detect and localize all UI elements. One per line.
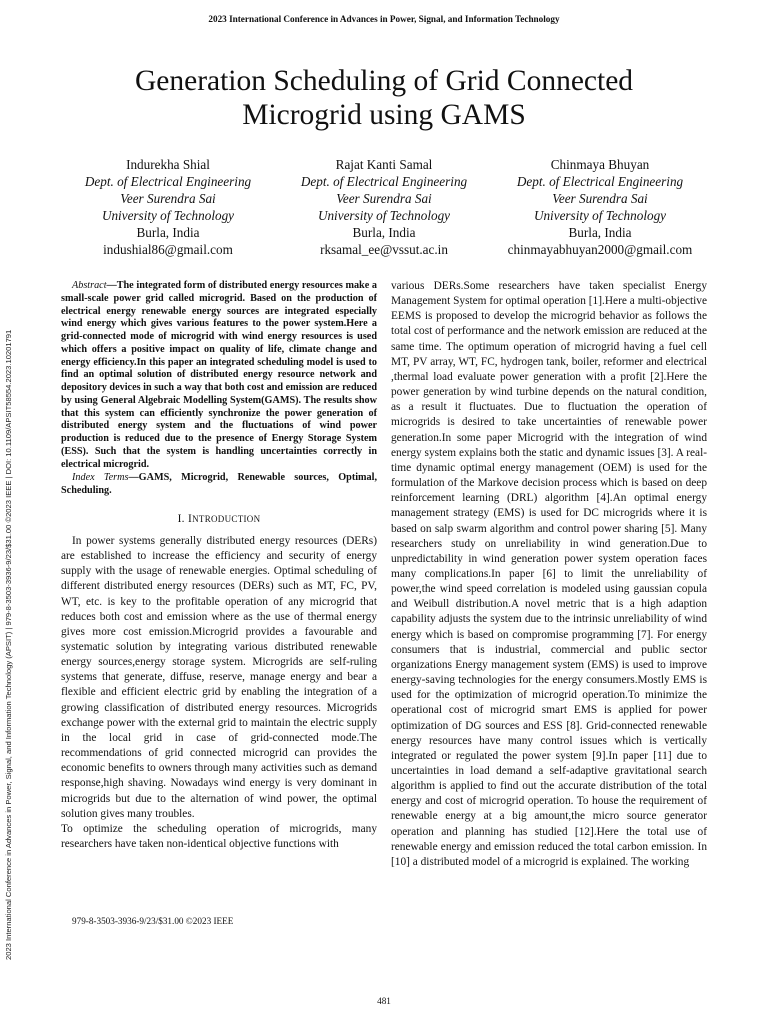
copyright-footnote: 979-8-3503-3936-9/23/$31.00 ©2023 IEEE [72,916,234,926]
intro-paragraph-1: In power systems generally distributed energy resources (DERs) are established to increase the efficiency and security of energy supply with the usage of renewable energies. Optimal scheduling of different distributed energy resources (DERs) such as MT, FC, PV, WT, etc. is key to the profitable operation of any microgrid that reduces both cost and emission where as the use of thermal energy gives more cost emission.Microgrid provides a favourable and systematic solution by integrating various distributed renewable energy sources,energy storage system. Microgrids are self-ruling systems that generate, diffuse, reserve, manage energy and bear a flexible and efficient electric grid by enabling the integration of a growing classification of distributed energy resources. Microgrids exchange power with the external grid to maintain the electric supply in the local grid in case of grid-connected mode.The recommendations of grid connected microgrid can provides the economic benefits to owners through many activities such as demand response,high shaving. Nowadays wind energy is very dominant in microgrids but due to the alternation of wind power, the optimal solution gives many troubles. [61,534,377,820]
index-terms-text: —GAMS, Microgrid, Renewable sources, Optimal, Scheduling. [61,472,377,496]
author-email: rksamal_ee@vssut.ac.in [320,242,448,257]
author-name: Rajat Kanti Samal [335,157,433,172]
author-dept: Dept. of Electrical Engineering [84,174,252,189]
index-terms [61,472,377,498]
index-terms-lead: Index Terms [72,472,129,484]
author-institution: Veer Surendra Sai [336,191,432,206]
abstract-lead: Abstract [72,280,107,291]
right-column [391,279,707,870]
author-name: Indurekha Shial [126,157,210,172]
author-name: Chinmaya Bhuyan [550,157,650,172]
section-heading [61,512,377,527]
paper-title [84,64,684,132]
author-email: indushial86@gmail.com [103,242,233,257]
author-university: University of Technology [317,208,451,223]
author-institution: Veer Surendra Sai [552,191,648,206]
conference-header: 2023 International Conference in Advances in Power, Signal, and Information Technology [208,14,560,24]
author-university: University of Technology [533,208,667,223]
author-block [62,156,706,258]
section-first-letter: I [188,512,193,525]
author-city: Burla, India [136,225,200,240]
author-city: Burla, India [352,225,416,240]
author-institution: Veer Surendra Sai [120,191,216,206]
section-number: I. [177,512,185,525]
author-1 [62,156,274,258]
author-university: University of Technology [101,208,235,223]
right-column-paragraph: various DERs.Some researchers have taken specialist Energy Management System for optimal operation [1].Here a multi-objective EEMS is proposed to develop the microgrid behavior as follows the total cost of performance and the network emission are reduced at the same time. The optimum operation of microgrid having a fuel cell MT, PV array, WT, FC, hydrogen tank, boiler, reformer and electrical ,thermal load evaluate power generation with a profit [2].Here the power generation by wind turbine depends on the natural condition, as a result it fluctuates. Due to fluctuation the operation of microgrids is desired to take uncertainties of renewable power generation.In some paper Microgrid with the integration of wind energy system explains both the static and dynamic issues [3]. A real-time dynamic optimal energy management (OEM) is used for the formulation of the Markove decision process which is based on deep reinforcement learning (DRL) algorithm [4].An optimal energy management strategy (EMS) is used for DC microgrids where it is based on salp swarm algorithm and control power sharing [5]. Many researchers study on unreliability in wind generation.Due to unpredictability in wind generation power system operation faces many complications.In paper [6] to limit the unreliability of power,the wind speed correlation is modeled using gaussian copula and Weibull distribution.A novel metric that is a high adaption capability adjusts the system due to the intrinsic unreliability of wind energy which is based on compromise programming [7]. For energy consumers that is industrial, commercial and public sector organizations Energy management system (EMS) is used to improve energy-saving technologies for the energy consumers.Mostly EMS is used for the optimization of microgrid operation.To minimize the operational cost of microgrid smart EMS is applied for power optimization of DG sources and ESS [8]. Grid-connected renewable energy resources have many control issues which is vertically integrated or regulated the power system [9].In paper [11] due to uncertainties in load demand a self-adaptive gravitational search algorithm is applied to find out the accurate distribution of the total energy and cost of microgrid operation. To house the requirement of renewable energy at a big amount,the micro source generator operation and planning has studied [12].Here the total use of renewable energy and emission reduced the total carbon emission. In [10] a distributed model of a microgrid is explained. The working [391,280,707,868]
author-email: chinmayabhuyan2000@gmail.com [507,242,693,257]
left-column [61,280,377,852]
author-3 [494,156,706,258]
section-title-rest: NTRODUCTION [192,513,261,524]
abstract [61,280,377,471]
author-dept: Dept. of Electrical Engineering [300,174,468,189]
title-line-2: Microgrid using GAMS [242,99,526,131]
author-2 [278,156,490,258]
page-number: 481 [377,996,391,1006]
abstract-text: —The integrated form of distributed energy resources make a small-scale power grid called microgrid. Based on the production of electrical energy renewable energy sources are integrated especially wind energy which gives various features to the power system.Here a grid-connected mode of microgrid with wind energy resources is used which offers a positive impact on quality of life, climate change and energy efficiency.In this paper an integrated scheduling model is used to find an optimal solution of distributed energy resource network and depository devices in such a way that both cost and emission are reduced by using General Algebraic Modelling System(GAMS). The results show that this system can efficiently synchronize the power generation of distributed energy system and the fluctuations of wind power production is reduced due to the presence of Energy Storage System (ESS). Such that the system is handling uncertainties correctly in electrical microgrid. [61,280,377,470]
author-city: Burla, India [568,225,632,240]
intro-paragraph-2: To optimize the scheduling operation of microgrids, many researchers have taken non-identical objective functions with [61,822,377,851]
title-line-1: Generation Scheduling of Grid Connected [134,65,634,97]
doi-side-text: 2023 International Conference in Advances in Power, Signal, and Information Technology (APSIT) | 979-8-3503-3936-9/23/$31.00 ©2023 IEEE | DOI: 10.1109/APSIT58554.2023.10201791 [4,329,13,960]
author-dept: Dept. of Electrical Engineering [516,174,684,189]
